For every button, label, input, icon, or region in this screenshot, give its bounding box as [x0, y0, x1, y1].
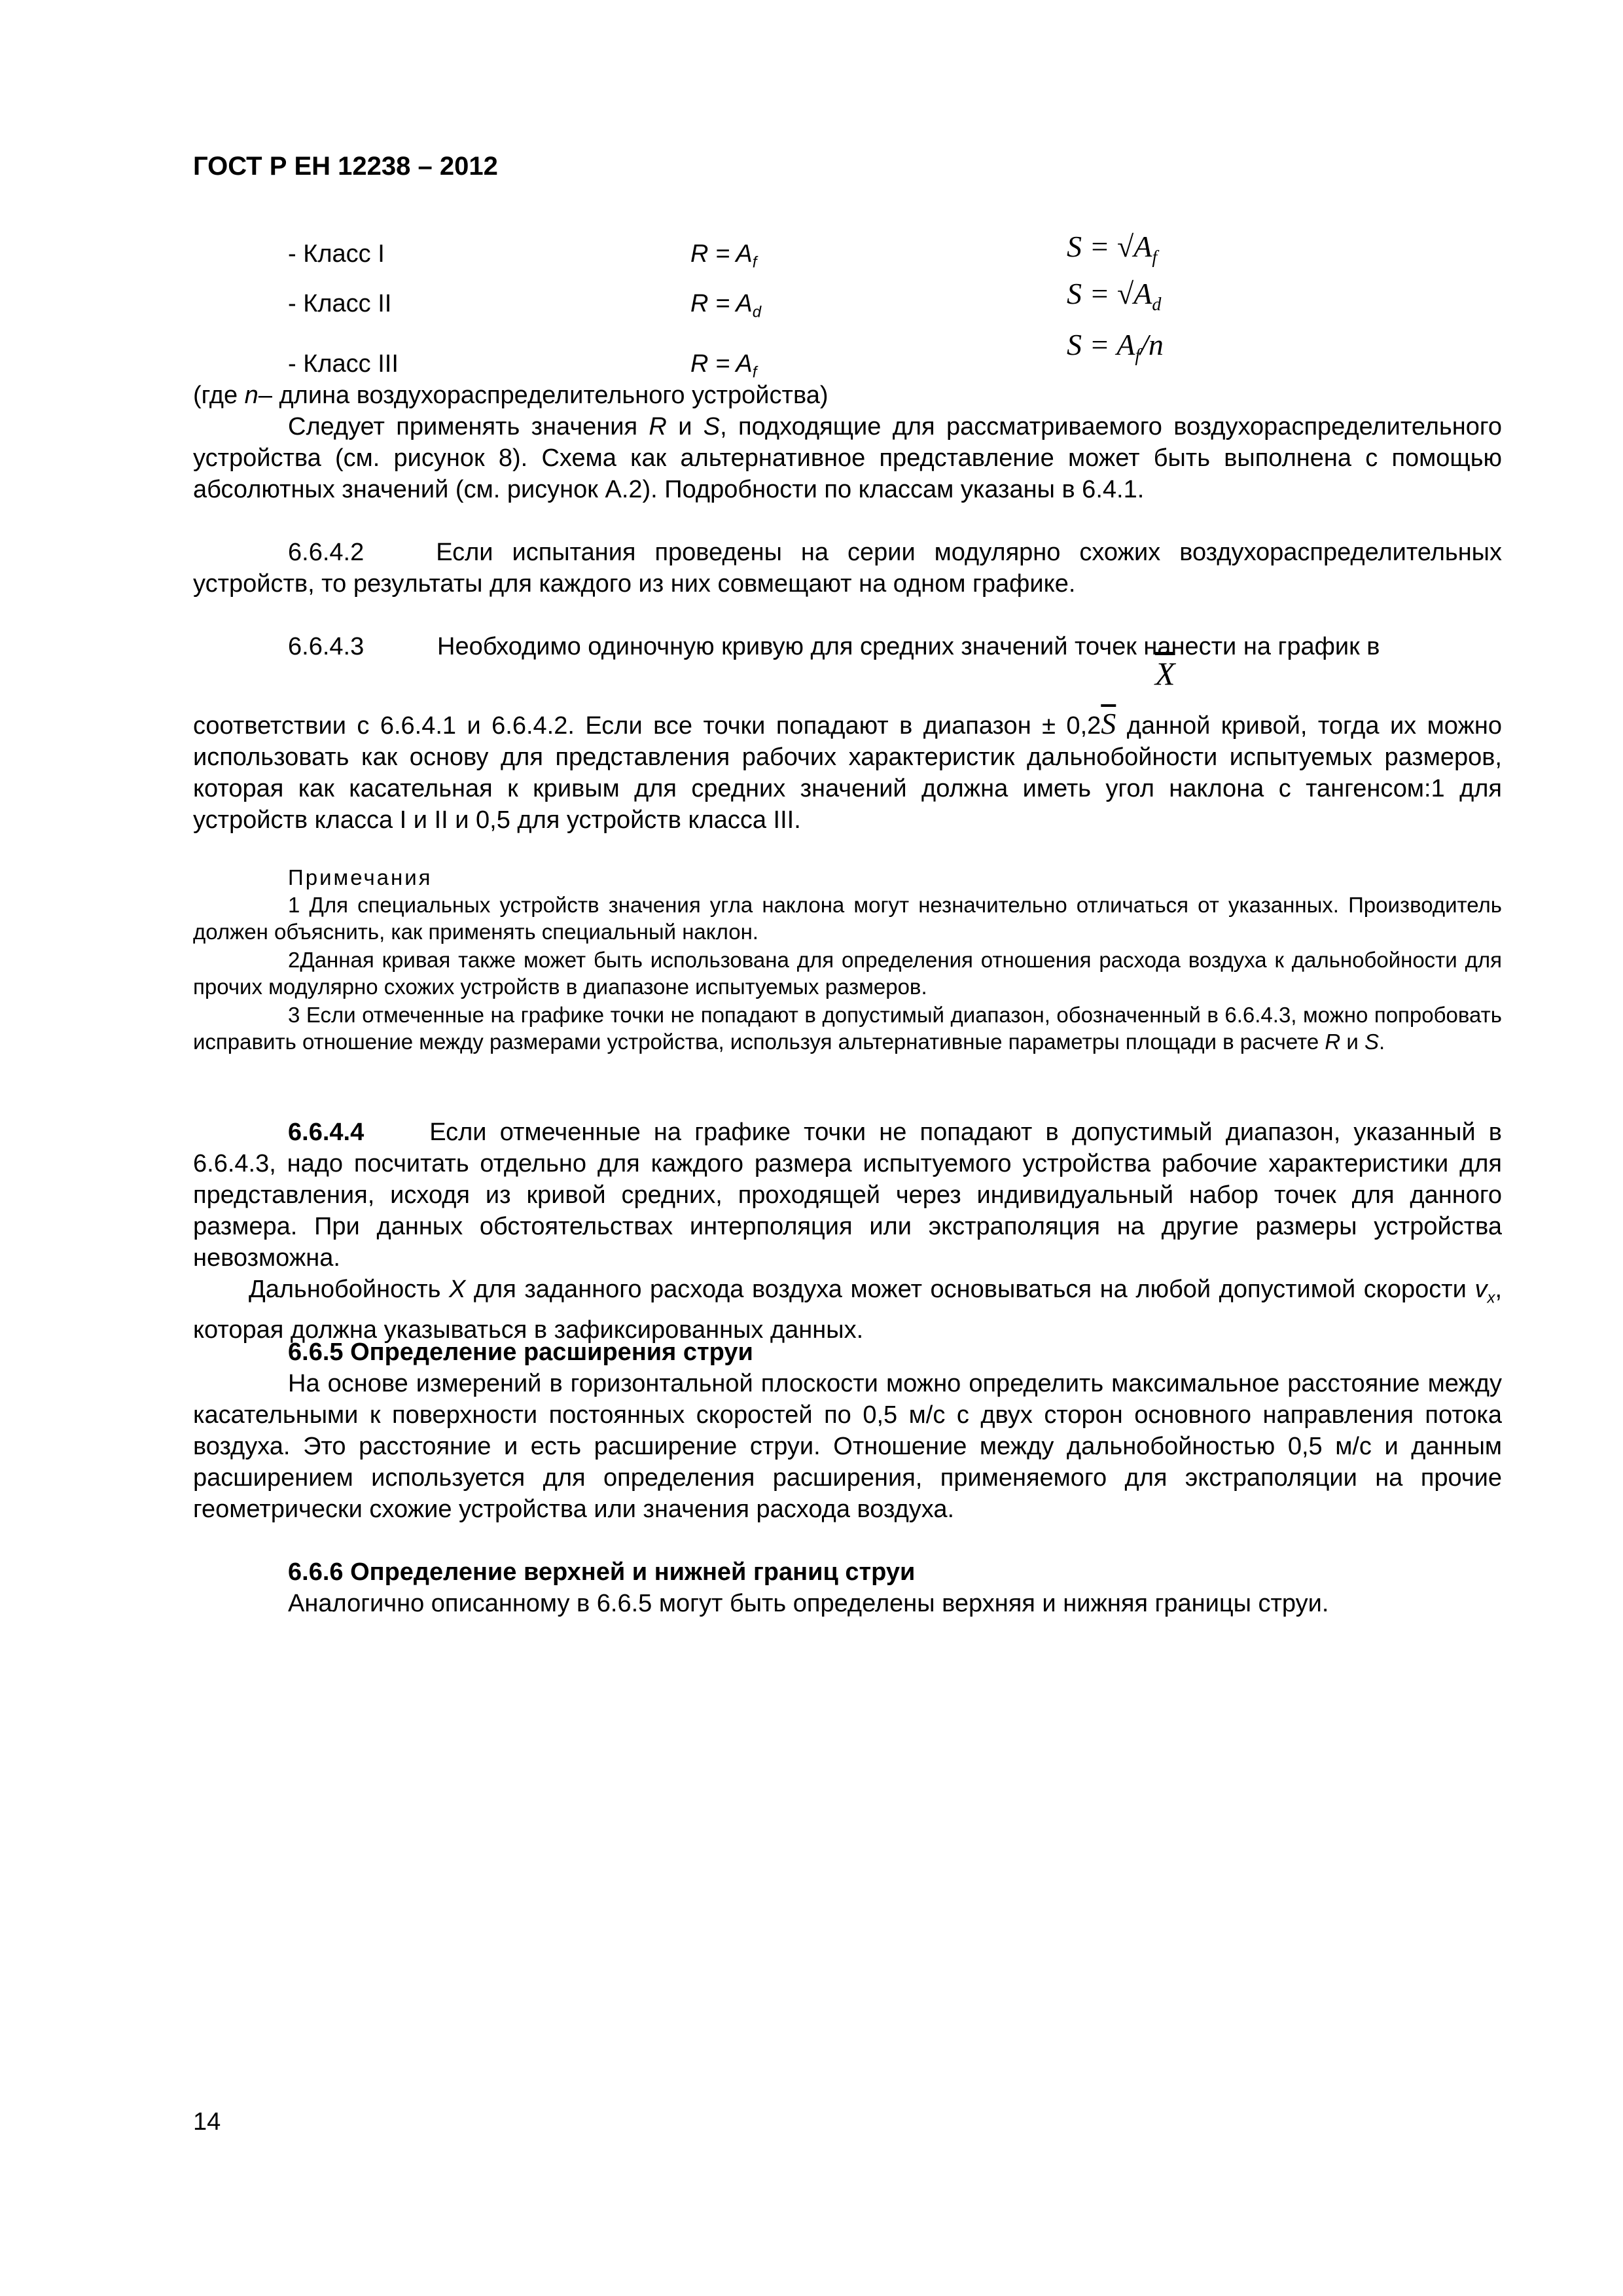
paragraph-6-6-4-3-first-line: Необходимо одиночную кривую для средних значений точек нанести на график в — [437, 633, 1380, 660]
paragraph-6-6-4-4: 6.6.4.4 Если отмеченные на графике точки не попадают в допустимый диапазон, указанный в 6.6.4.3, надо посчитать отдельно для каждого размера испытуемого устройства рабочие характеристики для представления, исходя из кривой средних, проходящей через индивидуальный набор точек для данного размера. При данных обстоятельствах интерполяция или экстраполяция на другие размеры устройства невозможна. — [193, 1119, 1502, 1272]
section-6-6-6-text: Аналогично описанному в 6.6.5 могут быть определены верхняя и нижняя границы струи. — [288, 1590, 1329, 1617]
paragraph-6-6-4-3-number: 6.6.4.3 — [288, 633, 365, 660]
class-2-s-formula: $S = √A_d$ — [1067, 277, 1162, 315]
class-1-r-formula: $R = A_f$ — [690, 240, 757, 272]
document-header-title: ГОСТ Р ЕН 12238 – 2012 — [193, 152, 498, 181]
note-3: 3 Если отмеченные на графике точки не попадают в допустимый диапазон, обозначенный в 6.6.4.3, можно попробовать исправить отношение между размерами устройства, используя альтернативные параметры площади в расчете R и S. — [193, 1003, 1502, 1054]
class-3-label: - Класс III — [288, 350, 399, 378]
paragraph-6-6-4-2: 6.6.4.2 Если испытания проведены на серии модулярно схожих воздухораспределительных устройств, то результаты для каждого из них совмещают на одном графике. — [193, 539, 1502, 598]
section-6-6-6-heading: 6.6.6 Определение верхней и нижней границ струи — [288, 1558, 916, 1586]
class-3-s-formula: $S = A_f/n$ — [1067, 328, 1164, 367]
page-number: 14 — [193, 2108, 221, 2136]
class-1-s-formula: $S = √A_f$ — [1067, 230, 1158, 268]
where-note: (где n– длина воздухораспределительного устройства) — [193, 382, 829, 409]
class-1-label: - Класс I — [288, 240, 385, 268]
class-2-label: - Класс II — [288, 290, 392, 317]
paragraph-range: Дальнобойность X для заданного расхода воздуха может основываться на любой допустимой скорости $v_x$, которая должна указываться в зафиксированных данных. — [193, 1276, 1502, 1344]
note-1: 1 Для специальных устройств значения угла наклона могут незначительно отличаться от указанных. Производитель должен объяснить, как применять специальный наклон. — [193, 893, 1502, 944]
section-6-6-5-text: На основе измерений в горизонтальной плоскости можно определить максимальное расстояние между касательными к поверхности постоянных скоростей по 0,5 м/с с двух сторон основного направления потока воздуха. Это расстояние и есть расширение струи. Отношение между дальнобойностью 0,5 м/с и данным расширением используется для определения расширения, применяемого для экстраполяции на прочие геометрически схожие устройства или значения расхода воздуха. — [193, 1370, 1502, 1523]
x-bar-symbol: $\overline{X}$ — [1155, 655, 1175, 692]
class-2-r-formula: $R = A_d$ — [690, 290, 762, 321]
notes-heading: Примечания — [288, 865, 433, 889]
section-6-6-5-heading: 6.6.5 Определение расширения струи — [288, 1338, 753, 1366]
paragraph-6-6-4-3-body: соответствии с 6.6.4.1 и 6.6.4.2. Если все точки попадают в диапазон ± $0,2\overline{S}$ данной кривой, тогда их можно использовать как основу для представления рабочих характеристик дальнобойности испытуемых размеров, которая как касательная к кривым для средних значений должна иметь угол наклона с тангенсом:1 для устройств класса I и II и 0,5 для устройств класса III. — [193, 707, 1502, 834]
note-2: 2Данная кривая также может быть использована для определения отношения расхода воздуха к дальнобойности для прочих модулярно схожих устройств в диапазоне испытуемых размеров. — [193, 948, 1502, 999]
paragraph-apply-values: Следует применять значения R и S, подходящие для рассматриваемого воздухораспределительного устройства (см. рисунок 8). Схема как альтернативное представление может быть выполнена с помощью абсолютных значений (см. рисунок А.2). Подробности по классам указаны в 6.4.1. — [193, 413, 1502, 503]
class-3-r-formula: $R = A_f$ — [690, 350, 757, 382]
